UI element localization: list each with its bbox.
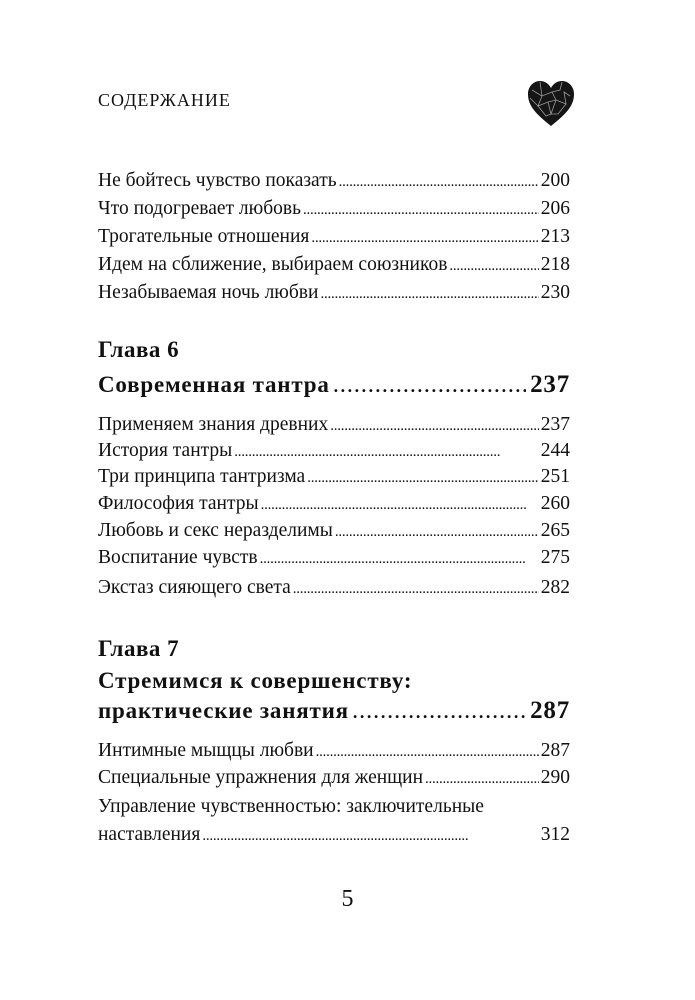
leader-dots <box>425 766 539 792</box>
entry-title: Специальные упражнения для женщин <box>98 767 424 788</box>
toc-entry <box>98 491 570 518</box>
leader-dots <box>293 576 539 602</box>
entry-title: Идем на сближение, выбираем союзников <box>98 254 448 275</box>
header-title: СОДЕРЖАНИЕ <box>98 90 231 110</box>
entry-title: Три принципа тантризма <box>98 466 306 487</box>
leader-dots <box>202 823 538 849</box>
toc-entry <box>98 224 570 251</box>
entry-page: 206 <box>540 198 570 219</box>
chapter-7-page: 287 <box>530 697 570 724</box>
entry-page: 251 <box>540 466 570 487</box>
entry-title: Интимные мыщцы любви <box>98 740 314 761</box>
chapter-6-page: 237 <box>530 371 570 398</box>
entry-title-line2: наставления <box>98 824 201 845</box>
leader-dots <box>316 739 539 765</box>
entry-page: 275 <box>540 547 570 568</box>
entry-title: Применяем знания древних <box>98 414 329 435</box>
toc-entry <box>98 822 570 849</box>
entry-page: 282 <box>540 577 570 598</box>
leader-dots <box>320 281 538 307</box>
leader-dots <box>307 465 539 491</box>
chapter-7-title-line <box>98 697 570 725</box>
entry-title: Философия тантры <box>98 493 259 514</box>
chapter-6-title-line <box>98 371 570 399</box>
toc-entry <box>98 252 570 279</box>
leader-dots <box>261 492 539 518</box>
leader-dots <box>449 253 538 279</box>
entry-title: Незабываемая ночь любви <box>98 282 319 303</box>
leader-dots <box>353 702 526 723</box>
leader-dots <box>234 439 539 465</box>
entry-title: Экстаз сияющего света <box>98 577 291 598</box>
entry-title: Воспитание чувств <box>98 547 258 568</box>
toc-entry <box>98 545 570 572</box>
entry-title-line1: Управление чувственностью: заключительные <box>98 796 484 817</box>
leader-dots <box>311 225 538 251</box>
chapter-7-label: Глава 7 <box>98 636 180 661</box>
entry-page: 265 <box>540 520 570 541</box>
chapter-6-title: Современная тантра <box>98 372 330 397</box>
leader-dots <box>303 197 539 223</box>
entry-page: 244 <box>540 440 570 461</box>
page-number: 5 <box>341 886 354 912</box>
toc-entry <box>98 738 570 765</box>
toc-entry <box>98 412 570 439</box>
toc-entry <box>98 464 570 491</box>
chapter-7-title-line2: практические занятия <box>98 698 349 723</box>
toc-entry <box>98 196 570 223</box>
toc-entry <box>98 575 570 602</box>
leader-dots <box>260 546 539 572</box>
toc-entry <box>98 168 570 195</box>
entry-page: 290 <box>540 767 570 788</box>
heart-icon <box>526 80 576 128</box>
entry-page: 200 <box>540 170 570 191</box>
chapter-7-title-line1: Стремимся к совершенству: <box>98 668 413 693</box>
entry-page: 312 <box>540 824 570 845</box>
entry-page: 287 <box>540 740 570 761</box>
entry-page: 260 <box>540 493 570 514</box>
entry-title: История тантры <box>98 440 233 461</box>
entry-title: Трогательные отношения <box>98 226 310 247</box>
toc-entry <box>98 765 570 792</box>
entry-page: 237 <box>540 414 570 435</box>
toc-entry <box>98 438 570 465</box>
leader-dots <box>335 519 539 545</box>
leader-dots <box>339 169 539 195</box>
entry-page: 213 <box>540 226 570 247</box>
chapter-6-label: Глава 6 <box>98 337 180 362</box>
leader-dots <box>334 376 526 397</box>
entry-page: 230 <box>540 282 570 303</box>
entry-title: Что подогревает любовь <box>98 198 301 219</box>
toc-entry <box>98 280 570 307</box>
entry-title: Не бойтесь чувство показать <box>98 170 337 191</box>
entry-page: 218 <box>540 254 570 275</box>
toc-entry <box>98 518 570 545</box>
entry-title: Любовь и секс неразделимы <box>98 520 333 541</box>
leader-dots <box>330 413 539 439</box>
